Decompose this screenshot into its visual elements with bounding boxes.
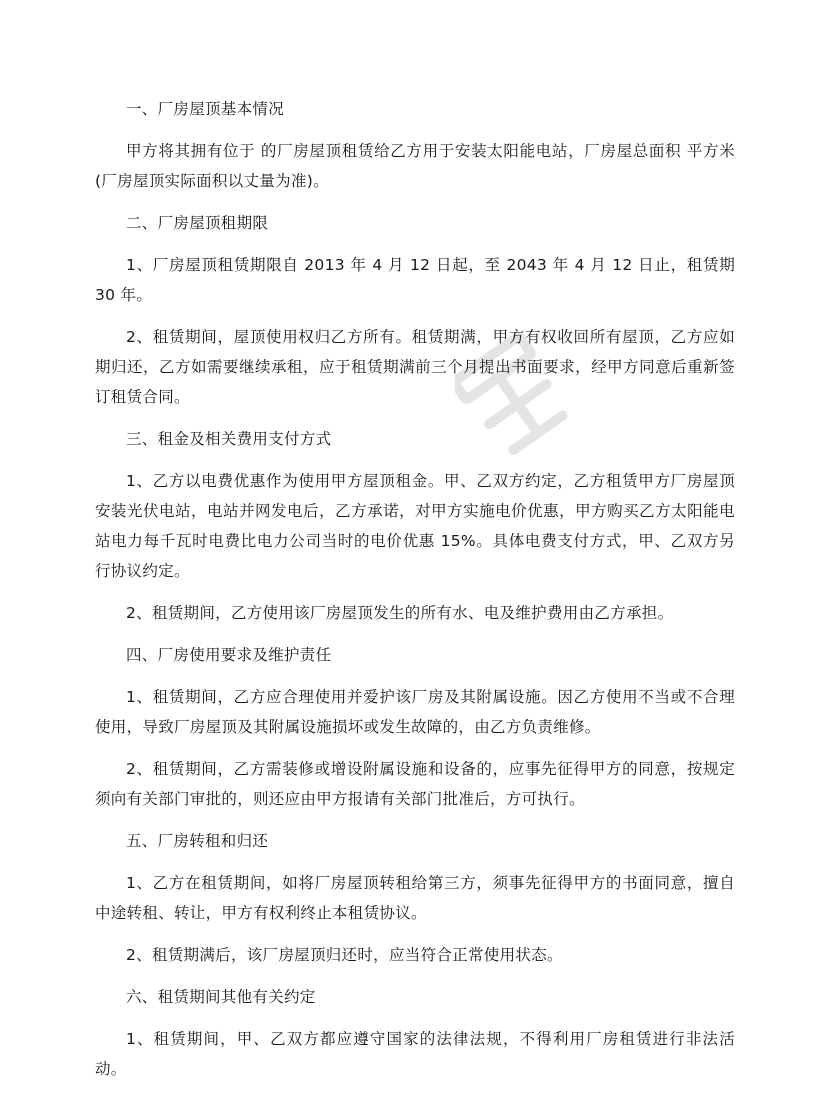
- section-heading-6: 六、租赁期间其他有关约定: [126, 988, 316, 1006]
- section-heading-4: 四、厂房使用要求及维护责任: [126, 646, 332, 664]
- paragraph: 2、租赁期间，屋顶使用权归乙方所有。租赁期满，甲方有权收回所有屋顶，乙方应如期归还，乙方如需要继续承租，应于租赁期满前三个月提出书面要求，经甲方同意后重新签订租赁合同。: [95, 328, 735, 406]
- paragraph: 1、乙方以电费优惠作为使用甲方屋顶租金。甲、乙双方约定，乙方租赁甲方厂房屋顶安装光伏电站，电站并网发电后，乙方承诺，对甲方实施电价优惠，甲方购买乙方太阳能电站电力每千瓦时电费比电力公司当时的电价优惠 15%。具体电费支付方式，甲、乙双方另行协议约定。: [95, 472, 735, 580]
- section-heading-5: 五、厂房转租和归还: [126, 832, 269, 850]
- paragraph: 2、租赁期满后，该厂房屋顶归还时，应当符合正常使用状态。: [126, 946, 563, 964]
- section-heading-1: 一、厂房屋顶基本情况: [126, 100, 285, 118]
- section-heading-2: 二、厂房屋顶租期限: [126, 214, 269, 232]
- paragraph: 1、厂房屋顶租赁期限自 2013 年 4 月 12 日起，至 2043 年 4 月 12 日止，租赁期 30 年。: [95, 256, 735, 304]
- paragraph: 1、乙方在租赁期间，如将厂房屋顶转租给第三方，须事先征得甲方的书面同意，擅自中途转租、转让，甲方有权利终止本租赁协议。: [95, 874, 735, 922]
- paragraph: 2、租赁期间，乙方需装修或增设附属设施和设备的，应事先征得甲方的同意，按规定须向有关部门审批的，则还应由甲方报请有关部门批准后，方可执行。: [95, 760, 735, 808]
- paragraph: 甲方将其拥有位于 的厂房屋顶租赁给乙方用于安装太阳能电站，厂房屋总面积 平方米(厂房屋顶实际面积以丈量为准)。: [95, 142, 735, 190]
- section-heading-3: 三、租金及相关费用支付方式: [126, 430, 332, 448]
- paragraph: 1、租赁期间，乙方应合理使用并爱护该厂房及其附属设施。因乙方使用不当或不合理使用，导致厂房屋顶及其附属设施损坏或发生故障的，由乙方负责维修。: [95, 688, 735, 736]
- paragraph: 1、租赁期间，甲、乙双方都应遵守国家的法律法规，不得利用厂房租赁进行非法活动。: [95, 1030, 735, 1078]
- paragraph: 2、租赁期间，乙方使用该厂房屋顶发生的所有水、电及维护费用由乙方承担。: [126, 604, 674, 622]
- document-body: [95, 94, 735, 1096]
